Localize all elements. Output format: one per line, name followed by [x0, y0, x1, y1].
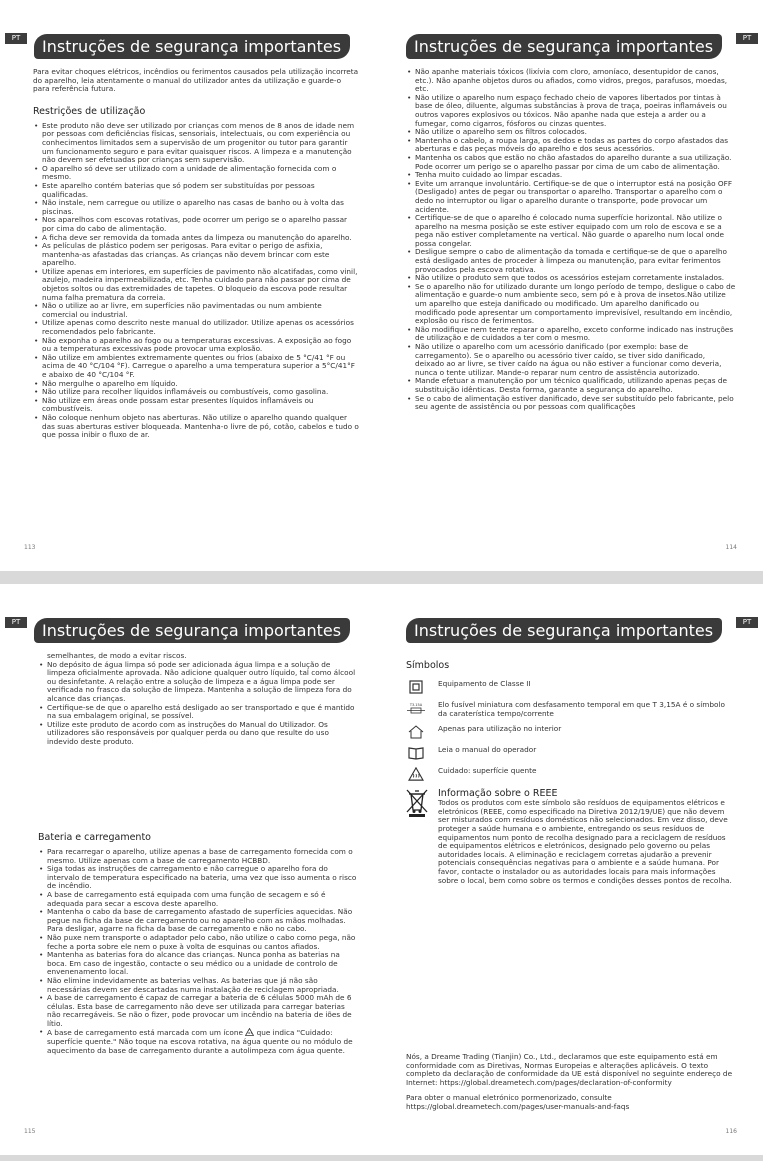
page-115 — [0, 584, 381, 1155]
language-tag: PT — [736, 33, 758, 44]
weee-title: Informação sobre o REEE — [438, 788, 558, 800]
weee-text-block — [438, 788, 736, 885]
weee-bin-icon — [406, 788, 426, 821]
symbol-row — [406, 767, 736, 781]
list-item: • Não apanhe materiais tóxicos (lixívia com cloro, amoníaco, desentupidor de canos, etc.). Não apanhe objetos duros ou afiados, como vidros, pregos, parafusos, moedas, etc. — [406, 68, 736, 94]
list-item: • Não utilize o aparelho sem os filtros colocados. — [406, 128, 736, 137]
symbol-text: Equipamento de Classe II — [438, 679, 531, 688]
symbol-text: Apenas para utilização no interior — [438, 724, 562, 734]
safety-list — [406, 68, 736, 412]
list-item: • Não o utilize ao ar livre, em superfícies não pavimentadas ou num ambiente comercial ou industrial. — [33, 302, 359, 319]
list-item: • Se o cabo de alimentação estiver danificado, deve ser substituído pelo fabricante, pelo seu agente de assistência ou por pessoas com qualificações — [406, 395, 736, 412]
read-manual-icon — [406, 746, 426, 760]
symbol-text: Leia o manual do operador — [438, 745, 537, 755]
list-item: • Este aparelho contém baterias que só podem ser substituídas por pessoas qualificadas. — [33, 182, 359, 199]
symbol-text: Elo fusível miniatura com desfasamento temporal em que T 3,15A é o símbolo da caraterística tempo/corrente — [438, 700, 725, 718]
list-item: • Tenha muito cuidado ao limpar escadas. — [406, 171, 736, 180]
battery-list — [38, 848, 360, 1055]
list-item: • Não elimine indevidamente as baterias velhas. As baterias que já não são necessárias devem ser descartadas numa instalação de reciclagem apropriada. — [38, 977, 360, 994]
hot-surface-text-post: que indica "Cuidado: superfície quente." Não toque na escova rotativa, na água quente ou no módulo de aquecimento da base de carregamento durante a autolimpeza com água quente. — [47, 1028, 353, 1055]
restrictions-list — [33, 122, 359, 440]
page-content — [33, 68, 359, 440]
page-116 — [382, 584, 763, 1155]
page-number: 114 — [725, 544, 737, 551]
language-tag: PT — [5, 617, 27, 628]
page-title: Instruções de segurança importantes — [34, 34, 350, 59]
list-item: • Utilize apenas como descrito neste manual do utilizador. Utilize apenas os acessórios recomendados pelo fabricante. — [33, 319, 359, 336]
section-heading: Restrições de utilização — [33, 105, 146, 117]
symbol-row — [406, 701, 736, 718]
list-item: • Não mergulhe o aparelho em líquido. — [33, 380, 359, 389]
continuation-text: semelhantes, de modo a evitar riscos. — [47, 651, 187, 660]
list-item: • Não utilize em áreas onde possam estar presentes líquidos inflamáveis ou combustíveis. — [33, 397, 359, 414]
list-item: • Certifique-se de que o aparelho está desligado ao ser transportado e que é mantido na sua embalagem original, se possível. — [38, 704, 360, 721]
list-item: • Este produto não deve ser utilizado por crianças com menos de 8 anos de idade nem por pessoas com deficiências físicas, sensoriais, intelectuais, ou com experiência ou conhecimentos limitados sem a supervisão de um progenitor ou tutor para garantir um funcionamento seguro e para evitar quaisquer riscos. A limpeza e a manutenção não devem ser efetuadas por crianças sem supervisão. — [33, 122, 359, 165]
sheet-bottom — [0, 584, 763, 1155]
section-heading: Bateria e carregamento — [38, 832, 151, 843]
page-number: 115 — [24, 1128, 36, 1135]
list-item: • Não utilize o aparelho num espaço fechado cheio de vapores libertados por tintas à base de óleo, diluente, algumas substâncias à prova de traça, poeiras inflamáveis ou outros vapores explosivos ou tóxicos. Não apanhe nada que esteja a arder ou a fumegar, como cigarros, fósforos ou cinzas quentes. — [406, 94, 736, 128]
language-tag: PT — [5, 33, 27, 44]
weee-paragraph: Todos os produtos com este símbolo são resíduos de equipamentos elétricos e eletrónicos (REEE, como especificado na Diretiva 2012/19/UE) que não devem ser misturados com resíduos domésticos não selecionados. Em vez disso, deve proteger a saúde humana e o ambiente, entregando os seus resíduos de equipamentos num ponto de recolha designado para a reciclagem de resíduos de equipamentos elétricos e eletrónicos, designado pelo governo ou pelas autoridades locais. A eliminação e reciclagem corretas ajudarão a prevenir potenciais consequências negativas para o ambiente e a saúde humana. Por favor, contacte o instalador ou as autoridades locais para mais informações sobre o local, bem como sobre os termos e condições desses pontos de recolha. — [438, 798, 732, 885]
list-item: • Desligue sempre o cabo de alimentação da tomada e certifique-se de que o aparelho está desligado antes de proceder à limpeza ou manutenção, para evitar ferimentos provocados pela escova rotativa. — [406, 248, 736, 274]
declaration-paragraph: Nós, a Dreame Trading (Tianjin) Co., Ltd., declaramos que este equipamento está em conformidade com as Diretivas, Normas Europeias e alterações aplicáveis. O texto completo da declaração de conformidade da UE está disponível no seguinte endereço de Internet: https://global.dreametech.com/pages/declaration-of-conformity — [406, 1052, 733, 1087]
list-item: • Não utilize o aparelho com um acessório danificado (por exemplo: base de carregamento). Se o aparelho ou acessório tiver caído, se tiver sido danificado, deixado ao ar livre, se tiver caído na água ou não estiver a funcionar como deveria, nunca o tente utilizar. Mande-o reparar num centro de assistência autorizado. — [406, 343, 736, 377]
list-item: • Não modifique nem tente reparar o aparelho, exceto conforme indicado nas instruções de utilização e de cuidados a ter com o mesmo. — [406, 326, 736, 343]
safety-list — [38, 661, 360, 747]
page-title: Instruções de segurança importantes — [406, 34, 722, 59]
list-item: • Nos aparelhos com escovas rotativas, pode ocorrer um perigo se o aparelho passar por cima do cabo de alimentação. — [33, 216, 359, 233]
symbol-row — [406, 725, 736, 739]
list-item: • Mande efetuar a manutenção por um técnico qualificado, utilizando apenas peças de substituição idênticas. Desta forma, garante a segurança do aparelho. — [406, 377, 736, 394]
list-item: • Mantenha o cabelo, a roupa larga, os dedos e todas as partes do corpo afastados das aberturas e das peças móveis do aparelho e dos seus acessórios. — [406, 137, 736, 154]
list-item: • Utilize apenas em interiores, em superfícies de pavimento não alcatifadas, como vinil, azulejo, madeira impermeabilizada, etc. Tenha cuidado para não passar por cima de objetos soltos ou das extremidades de tapetes. O bloqueio da escova pode resultar numa falha prematura da correia. — [33, 268, 359, 302]
symbol-row — [406, 680, 736, 694]
symbol-text: Cuidado: superfície quente — [438, 766, 537, 776]
list-item: • Para recarregar o aparelho, utilize apenas a base de carregamento fornecida com o mesmo. Utilize apenas com a base de carregamento HCBBD. — [38, 848, 360, 865]
list-item: • Mantenha as baterias fora do alcance das crianças. Nunca ponha as baterias na boca. Em caso de ingestão, contacte o seu médico ou a unidade de controlo de envenenamento local. — [38, 951, 360, 977]
fuse-icon-label: T3.15A — [409, 702, 423, 707]
page-number: 113 — [24, 544, 36, 551]
list-item: • Mantenha os cabos que estão no chão afastados do aparelho durante a sua utilização. Pode ocorrer um perigo se o aparelho passar por cima de um cabo de alimentação. — [406, 154, 736, 171]
list-item: • Não utilize para recolher líquidos inflamáveis ou combustíveis, como gasolina. — [33, 388, 359, 397]
list-item: • Não puxe nem transporte o adaptador pelo cabo, não utilize o cabo como pega, não feche a porta sobre ele nem o puxe à volta de esquinas ou cantos afiados. — [38, 934, 360, 951]
sheet-top — [0, 0, 763, 571]
page-113 — [0, 0, 381, 571]
symbols-section — [406, 660, 736, 885]
hot-surface-text-pre: A base de carregamento está marcada com um ícone — [47, 1028, 246, 1038]
list-item: • As películas de plástico podem ser perigosas. Para evitar o perigo de asfixia, mantenha-as afastadas das crianças. As crianças não devem brincar com este aparelho. — [33, 242, 359, 268]
list-item — [38, 1028, 360, 1055]
list-item: • Não coloque nenhum objeto nas aberturas. Não utilize o aparelho quando qualquer das suas aberturas estiver bloqueada. Mantenha-o livre de pó, cotão, cabelos e tudo o que possa inibir o fluxo de ar. — [33, 414, 359, 440]
list-item: • Não utilize em ambientes extremamente quentes ou frios (abaixo de 5 °C/41 °F ou acima de 40 °C/104 °F). Carregue o aparelho a uma temperatura superior a 5°C/41°F e abaixo de 40 °C/104 °F. — [33, 354, 359, 380]
list-item: • Não utilize o produto sem que todos os acessórios estejam corretamente instalados. — [406, 274, 736, 283]
list-item: • Siga todas as instruções de carregamento e não carregue o aparelho fora do intervalo de temperatura especificado na bateria, uma vez que isso aumenta o risco de incêndio. — [38, 865, 360, 891]
list-item: • Não exponha o aparelho ao fogo ou a temperaturas excessivas. A exposição ao fogo ou a temperaturas excessivas pode provocar uma explosão. — [33, 337, 359, 354]
weee-block — [406, 788, 736, 885]
list-item: • No depósito de água limpa só pode ser adicionada água limpa e a solução de limpeza oficialmente aprovada. Não adicione qualquer outro líquido, tal como álcool ou desinfetante. A relação entre a solução de limpeza e a água limpa pode ser verificada no frasco da solução de limpeza. Mantenha a solução de limpeza fora do alcance das crianças. — [38, 661, 360, 704]
intro-paragraph: Para evitar choques elétricos, incêndios ou ferimentos causados pela utilização incorreta do aparelho, leia atentamente o manual do utilizador antes da utilização e guarde-o para referência futura. — [33, 67, 359, 94]
list-item: • Evite um arranque involuntário. Certifique-se de que o interruptor está na posição OFF (Desligado) antes de pegar ou transportar o aparelho. Transportar o aparelho com o dedo no interruptor ou ligar o aparelho durante o transporte, pode provocar um acidente. — [406, 180, 736, 214]
fuse-icon — [406, 701, 426, 715]
symbol-row — [406, 746, 736, 760]
list-item: • Se o aparelho não for utilizado durante um longo período de tempo, desligue o cabo de alimentação e guarde-o num ambiente seco, sem pó e à prova de insetos.Não utilize um aparelho que esteja danificado ou modificado. Um aparelho danificado ou modificado pode apresentar um comportamento imprevisível, resultando em incêndio, explosão ou risco de ferimentos. — [406, 283, 736, 326]
list-item: • Mantenha o cabo da base de carregamento afastado de superfícies aquecidas. Não pegue na ficha da base de carregamento ou no aparelho com as mãos molhadas. Para desligar, agarre na ficha da base de carregamento e não no cabo. — [38, 908, 360, 934]
section-heading: Símbolos — [406, 660, 450, 671]
list-item: • Não instale, nem carregue ou utilize o aparelho nas casas de banho ou à volta das piscinas. — [33, 199, 359, 216]
page-title: Instruções de segurança importantes — [406, 618, 722, 643]
page-114 — [382, 0, 763, 571]
list-item: • O aparelho só deve ser utilizado com a unidade de alimentação fornecida com o mesmo. — [33, 165, 359, 182]
indoor-use-icon — [406, 725, 426, 739]
page-content — [38, 652, 360, 747]
battery-section — [38, 832, 360, 1055]
page-number: 116 — [725, 1128, 737, 1135]
declaration-section — [406, 1053, 736, 1119]
hot-surface-icon — [406, 767, 426, 781]
list-item: • Certifique-se de que o aparelho é colocado numa superfície horizontal. Não utilize o aparelho na mesma posição se este estiver equipado com um rolo de escova e se a pega não estiver completamente na vertical. Não guarde o aparelho num local onde possa congelar. — [406, 214, 736, 248]
class-ii-icon — [406, 680, 426, 694]
page-content — [406, 68, 736, 412]
list-item: • A base de carregamento está equipada com uma função de secagem e só é adequada para secar a escova deste aparelho. — [38, 891, 360, 908]
list-item: • A base de carregamento é capaz de carregar a bateria de 6 células 5000 mAh de 6 células. Esta base de carregamento não deve ser utilizada para carregar baterias não recarregáveis. Se não o fizer, pode provocar um incêndio na bateria de iões de lítio. — [38, 994, 360, 1028]
page-title: Instruções de segurança importantes — [34, 618, 350, 643]
list-item: • Utilize este produto de acordo com as instruções do Manual do Utilizador. Os utilizadores são responsáveis por qualquer perda ou dano que resulte do uso indevido deste produto. — [38, 721, 360, 747]
list-item: • A ficha deve ser removida da tomada antes da limpeza ou manutenção do aparelho. — [33, 234, 359, 243]
language-tag: PT — [736, 617, 758, 628]
hot-surface-icon — [245, 1028, 254, 1036]
manual-link-paragraph: Para obter o manual eletrónico pormenorizado, consulte https://global.dreametech.com/pages/user-manuals-and-faqs — [406, 1093, 630, 1111]
